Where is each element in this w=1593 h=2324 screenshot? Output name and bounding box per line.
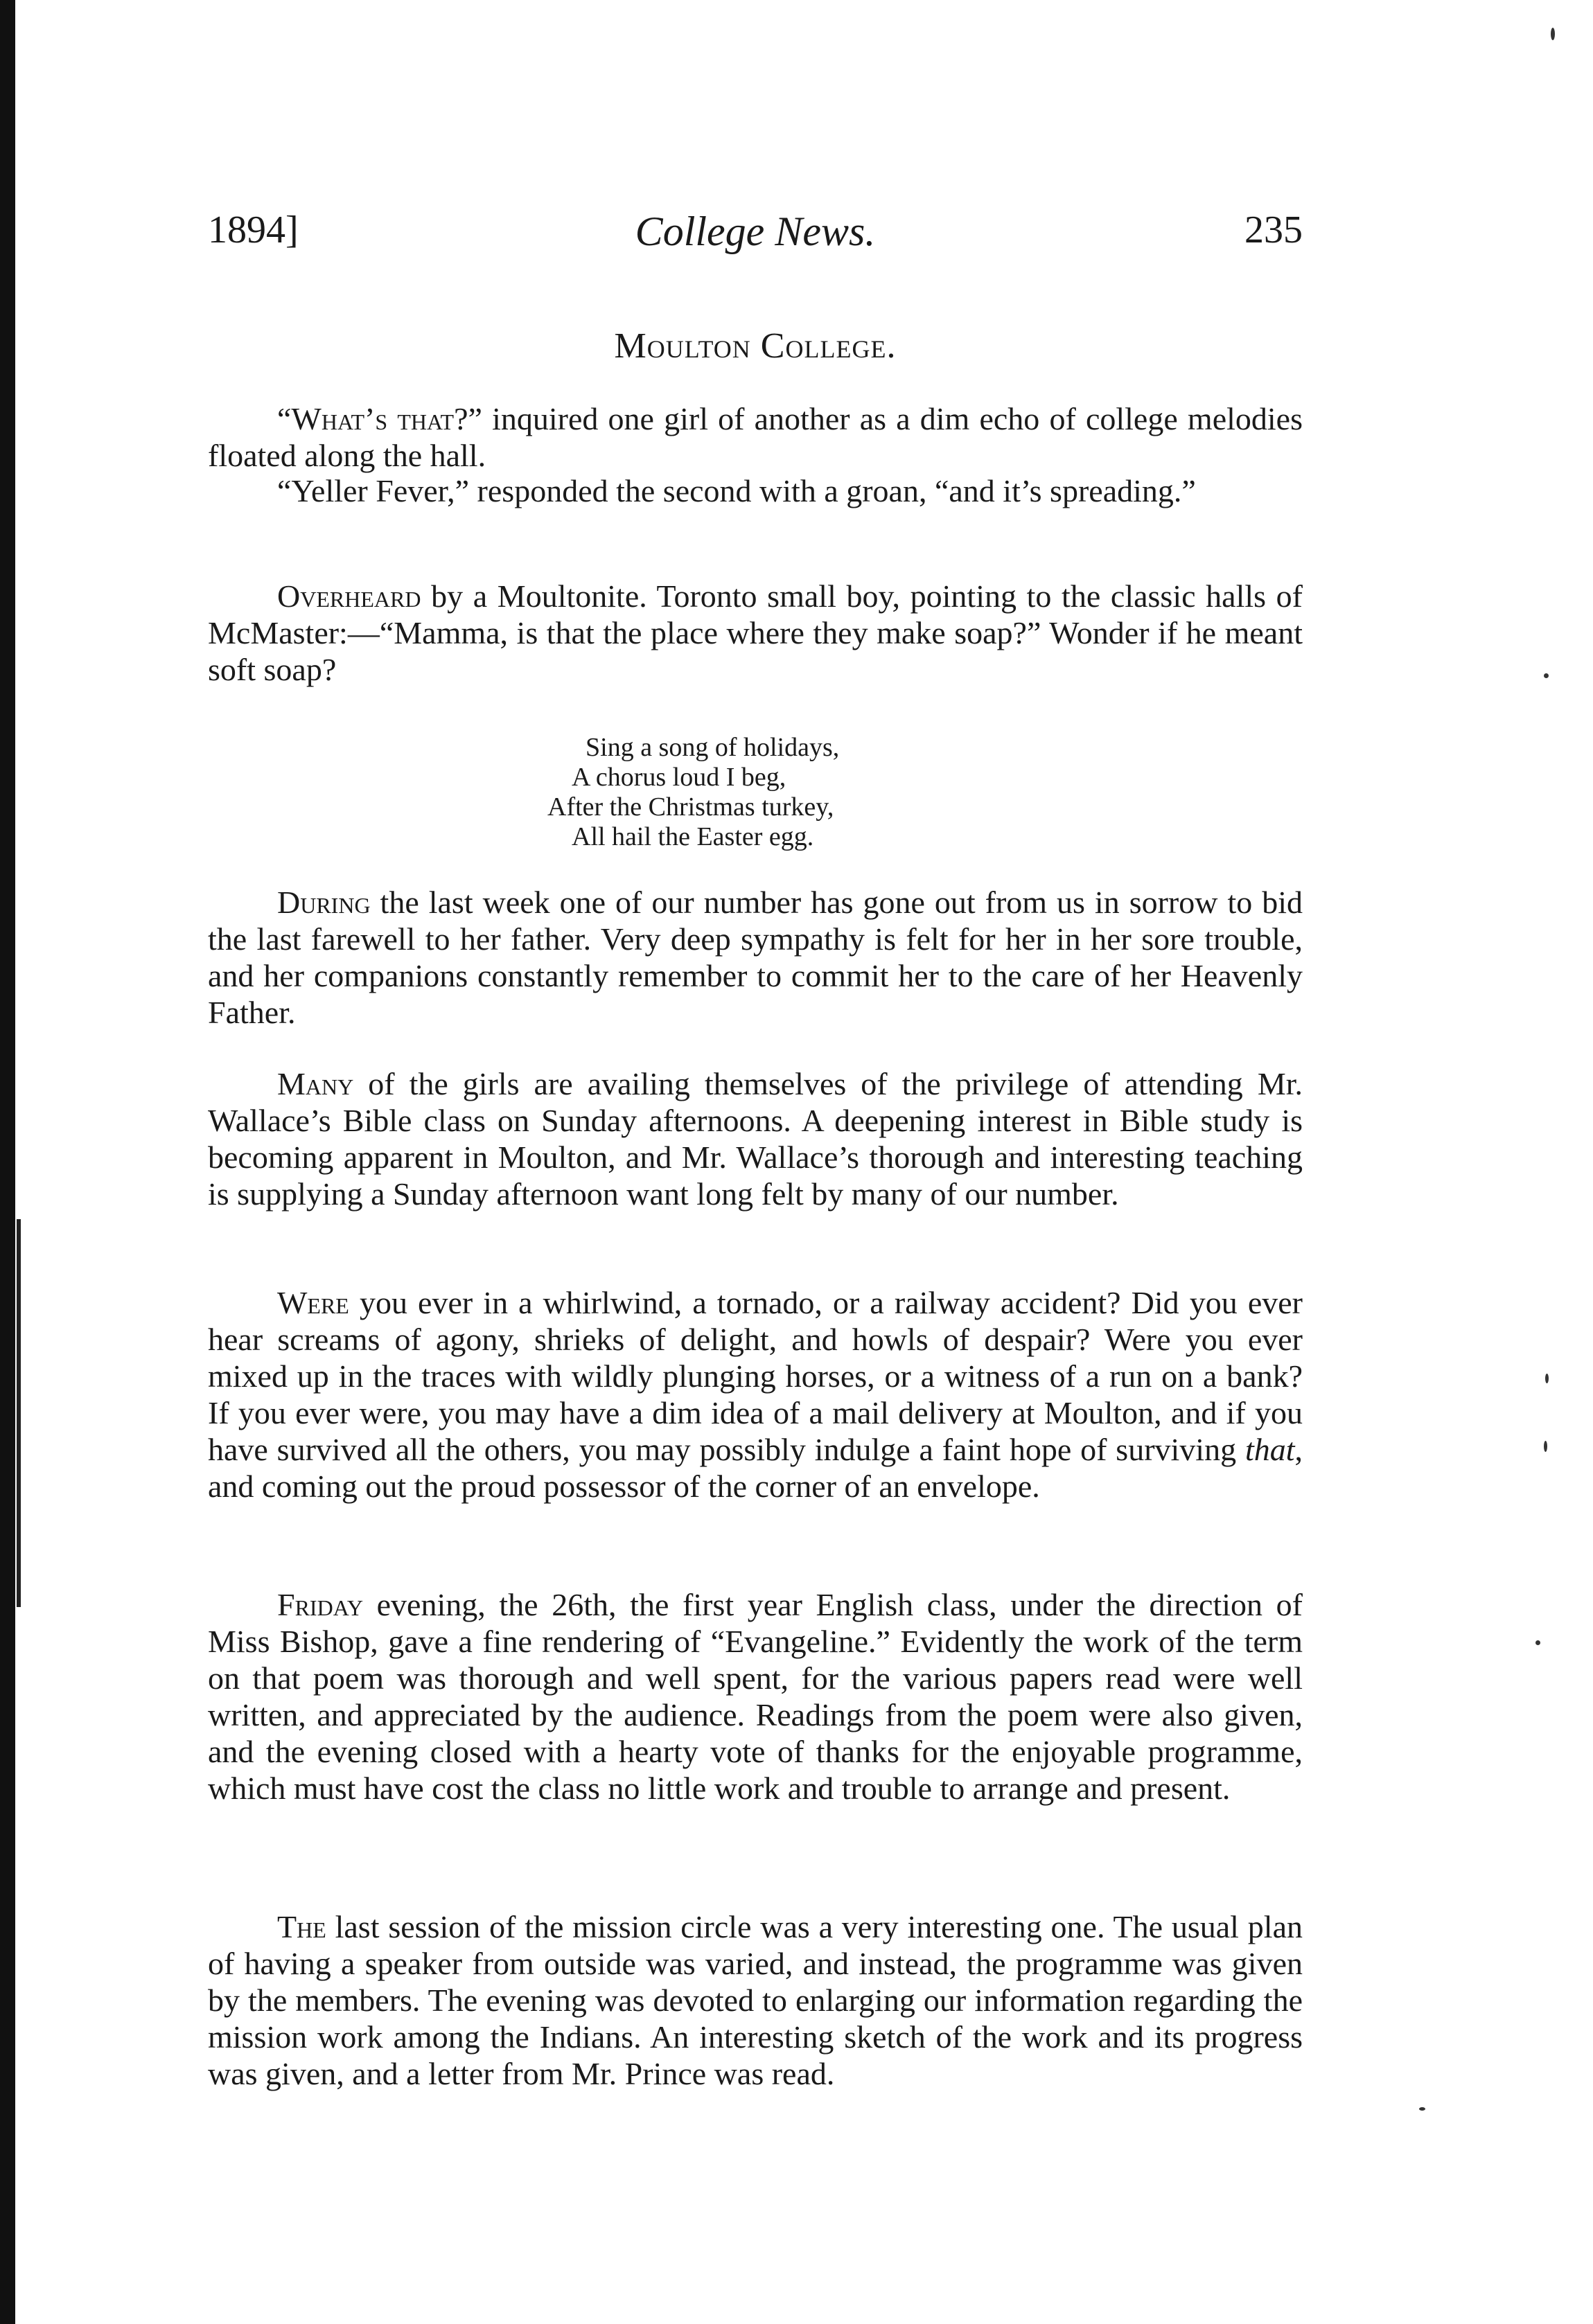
poem-line: A chorus loud I beg, [572,763,786,792]
paragraph-lead: “What’s that? [277,401,468,436]
scan-speck [1544,1441,1547,1452]
paragraph-text: evening, the 26th, the first year English class, under the direction of Miss Bishop, gave a fine rendering of “Evangeline.” Evidently the work of the term on that poem was thorough and well spent, for the various papers read were well written, and appreciated by the audience. Readings from the poem were also given, and the evening closed with a hearty vote of thanks for the enjoyable programme, which must have cost the class no little work and trouble to arrange and present. [208,1587,1303,1806]
page-binding-shadow [17,1219,21,1607]
paragraph-text: the last week one of our number has gone out from us in sorrow to bid the last farewell to her father. Very deep sympathy is felt for her in her sore trouble, and her companions constantly remember to commit her to the care of her Heavenly Father. [208,885,1303,1030]
paragraph-text: of the girls are availing themselves of the privilege of attending Mr. Wallace’s Bible class on Sunday afternoons. A deepening interest in Bible study is becoming apparent in Moulton, and Mr. Wallace’s thorough and interesting teaching is supplying a Sunday afternoon want long felt by many of our number. [208,1066,1303,1212]
paragraph-4 [208,884,1303,1031]
paragraph-lead: Friday [277,1587,363,1622]
scan-speck [1535,1640,1540,1645]
header-year: 1894] [208,209,299,251]
paragraph-text: you ever in a whirlwind, a tornado, or a railway accident? Did you ever hear screams of agony, shrieks of delight, and howls of despair? Were you ever mixed up in the traces with wildly plunging horses, or a witness of a run on a bank? If you ever were, you may have a dim idea of a mail delivery at Moulton, and if you have survived all the others, you may possibly indulge a faint hope of surviving [208,1285,1303,1467]
poem-line: Sing a song of holidays, [586,733,840,762]
paragraph-lead: The [277,1909,326,1944]
paragraph-lead: Overheard [277,578,421,614]
poem-line: All hail the Easter egg. [572,822,814,851]
scan-speck [1419,2107,1425,2111]
paragraph-text: , and coming out the proud possessor of the corner of an envelope. [208,1432,1303,1504]
scan-speck [1551,28,1555,40]
paragraph-text: ” inquired one girl of another as a dim echo of college melodies floated along the hall. [208,401,1303,473]
paragraph-emphasis: that [1244,1432,1295,1467]
paragraph-8 [208,1908,1303,2092]
paragraph-lead: Were [277,1285,349,1320]
paragraph-text: “Yeller Fever,” responded the second with a groan, “and it’s spreading.” [277,473,1196,508]
paragraph-text: last session of the mission circle was a very interesting one. The usual plan of having a speaker from outside was varied, and instead, the programme was given by the members. The evening was devoted to enlarging our information regarding the mission work among the Indians. An interesting sketch of the work and its progress was given, and a letter from Mr. Prince was read. [208,1909,1303,2091]
paragraph-lead: Many [277,1066,354,1101]
page-number: 235 [1244,209,1303,251]
section-title: Moulton College. [614,326,897,366]
paragraph-7 [208,1586,1303,1807]
poem [547,733,1102,852]
paragraph-text: by a Moultonite. Toronto small boy, pointing to the classic halls of McMaster:—“Mamma, is that the place where they make soap?” Wonder if he meant soft soap? [208,578,1303,687]
paragraph-6 [208,1284,1303,1505]
paragraph-1 [208,400,1303,474]
paragraph-2 [208,472,1303,509]
page-binding-edge [0,0,15,2324]
page-header [208,208,1303,263]
scan-speck [1544,673,1549,678]
paragraph-lead: During [277,885,371,920]
paragraph-3 [208,578,1303,688]
poem-line: After the Christmas turkey, [547,792,834,822]
scan-speck [1545,1374,1549,1383]
running-title: College News. [635,209,876,254]
paragraph-5 [208,1065,1303,1212]
